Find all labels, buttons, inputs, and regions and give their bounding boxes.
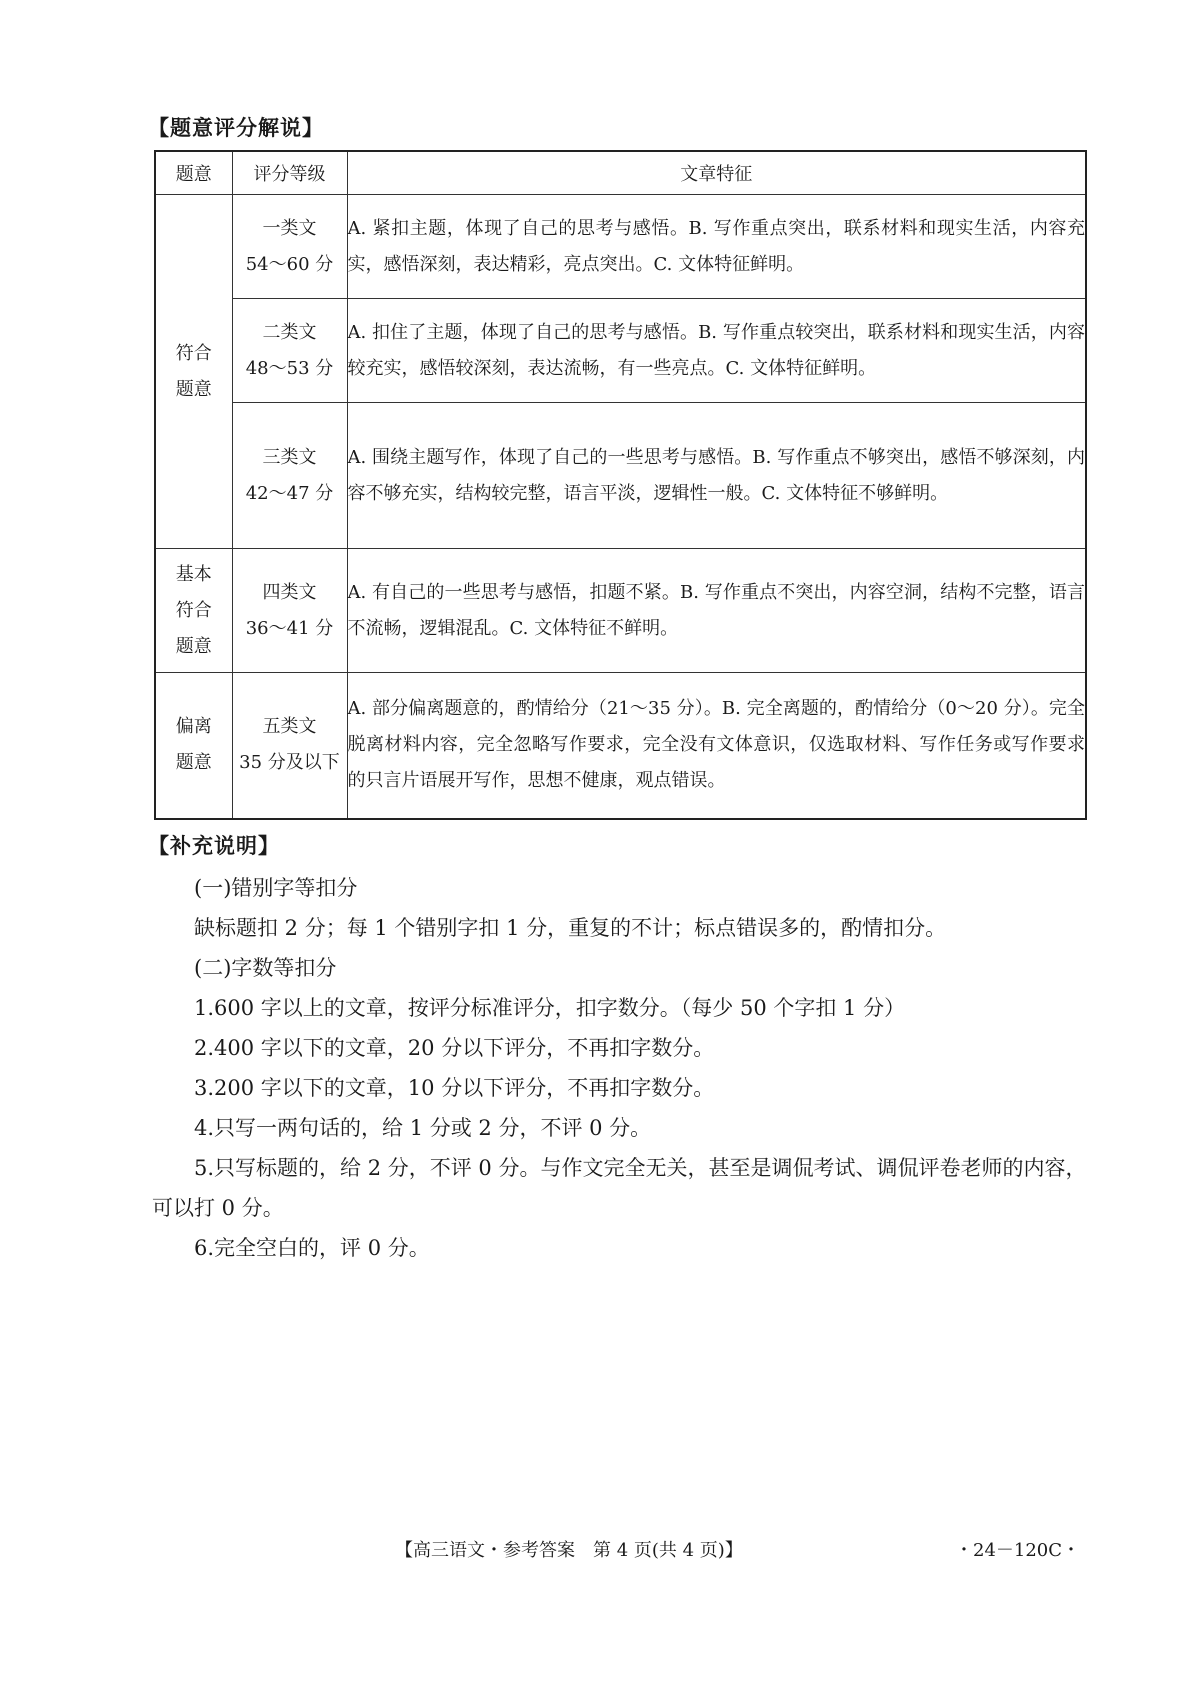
header-cell: 评分等级 <box>232 151 347 195</box>
supplement-body <box>152 868 1087 1268</box>
description-cell: A. 紧扣主题，体现了自己的思考与感悟。B. 写作重点突出，联系材料和现实生活，内容充实，感悟深刻，表达精彩，亮点突出。C. 文体特征鲜明。 <box>347 195 1086 299</box>
level-cell: 一类文 54～60 分 <box>232 195 347 299</box>
header-cell: 文章特征 <box>347 151 1086 195</box>
list-item: 5.只写标题的，给 2 分，不评 0 分。与作文完全无关，甚至是调侃考试、调侃评卷老师的内容，可以打 0 分。 <box>152 1156 1087 1220</box>
section-title-supplement: 【补充说明】 <box>148 834 280 858</box>
category-cell: 偏离 题意 <box>155 673 232 819</box>
subsection-heading: (二)字数等扣分 <box>194 956 337 980</box>
level-cell: 三类文 42～47 分 <box>232 403 347 549</box>
section-title-scoring: 【题意评分解说】 <box>148 116 324 140</box>
level-cell: 二类文 48～53 分 <box>232 299 347 403</box>
list-item: 6.完全空白的，评 0 分。 <box>194 1236 430 1260</box>
description-cell: A. 部分偏离题意的，酌情给分（21～35 分）。B. 完全离题的，酌情给分（0～20 分）。完全脱离材料内容，完全忽略写作要求，完全没有文体意识，仅选取材料、写作任务或写作要求的只言片语展开写作，思想不健康，观点错误。 <box>347 673 1086 819</box>
table-row <box>155 549 1086 673</box>
table-row <box>155 299 1086 403</box>
list-item: 4.只写一两句话的，给 1 分或 2 分，不评 0 分。 <box>194 1116 652 1140</box>
page-footer: 【高三语文・参考答案 第 4 页(共 4 页)】 <box>395 1540 743 1561</box>
level-cell: 五类文 35 分及以下 <box>232 673 347 819</box>
description-cell: A. 围绕主题写作，体现了自己的一些思考与感悟。B. 写作重点不够突出，感悟不够深刻，内容不够充实，结构较完整，语言平淡，逻辑性一般。C. 文体特征不够鲜明。 <box>347 403 1086 549</box>
table-row <box>155 403 1086 549</box>
subsection-heading: (一)错别字等扣分 <box>194 876 358 900</box>
list-item: 3.200 字以下的文章，10 分以下评分，不再扣字数分。 <box>194 1076 715 1100</box>
description-cell: A. 扣住了主题，体现了自己的思考与感悟。B. 写作重点较突出，联系材料和现实生活，内容较充实，感悟较深刻，表达流畅，有一些亮点。C. 文体特征鲜明。 <box>347 299 1086 403</box>
paragraph: 缺标题扣 2 分；每 1 个错别字扣 1 分，重复的不计；标点错误多的，酌情扣分。 <box>194 916 947 940</box>
table-row <box>155 673 1086 819</box>
header-cell: 题意 <box>155 151 232 195</box>
list-item: 1.600 字以上的文章，按评分标准评分，扣字数分。（每少 50 个字扣 1 分） <box>194 996 906 1020</box>
scoring-table <box>154 150 1087 820</box>
document-code: ・24－120C・ <box>955 1540 1081 1561</box>
description-cell: A. 有自己的一些思考与感悟，扣题不紧。B. 写作重点不突出，内容空洞，结构不完整，语言不流畅，逻辑混乱。C. 文体特征不鲜明。 <box>347 549 1086 673</box>
list-item: 2.400 字以下的文章，20 分以下评分，不再扣字数分。 <box>194 1036 715 1060</box>
table-header-row <box>155 151 1086 195</box>
category-cell: 基本 符合 题意 <box>155 549 232 673</box>
level-cell: 四类文 36～41 分 <box>232 549 347 673</box>
category-cell: 符合 题意 <box>155 195 232 549</box>
table-row <box>155 195 1086 299</box>
